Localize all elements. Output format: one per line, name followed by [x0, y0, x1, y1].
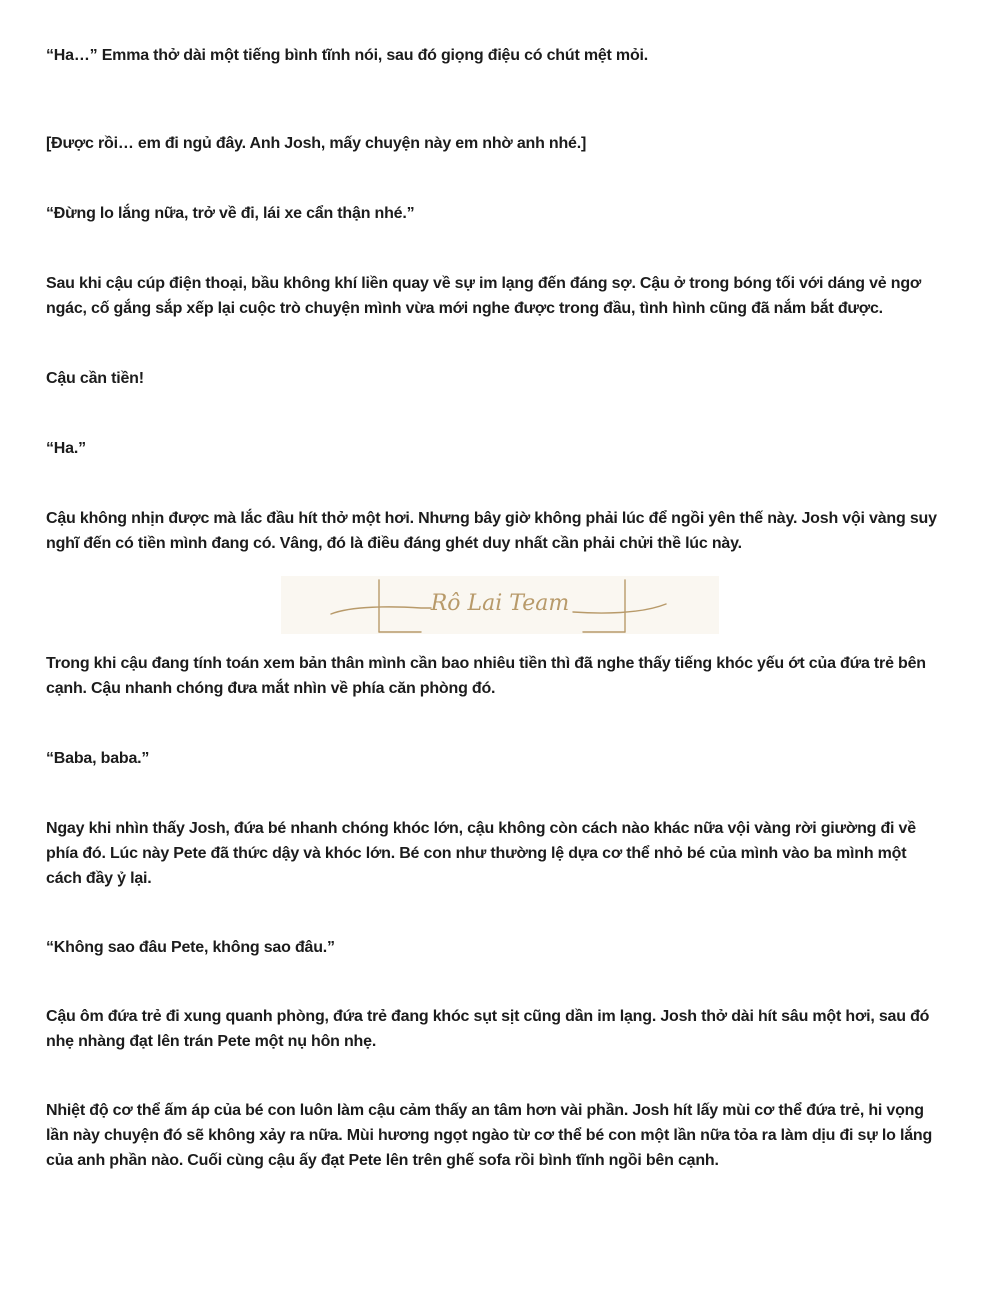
paragraph-3: “Đừng lo lắng nữa, trở về đi, lái xe cẩn thận nhé.” — [46, 205, 415, 222]
paragraph-9: “Baba, baba.” — [46, 750, 150, 767]
paragraph-4: Sau khi cậu cúp điện thoại, bầu không khí liền quay về sự im lạng đến đáng sợ. Cậu ở trong bóng tối với dáng vẻ ngơ ngác, cố gắng sắp xếp lại cuộc trò chuyện mình vừa mới nghe được trong đầu, tình hình cũng đã nắm bắt được. — [46, 275, 922, 317]
watermark-logo-graphic — [281, 576, 719, 634]
paragraph-13: Nhiệt độ cơ thể ấm áp của bé con luôn làm cậu cảm thấy an tâm hơn vài phần. Josh hít lấy mùi cơ thể đứa trẻ, hi vọng lần này chuyện đó sẽ không xảy ra nữa. Mùi hương ngọt ngào từ cơ thể bé con một lần nữa tỏa ra làm dịu đi sự lo lắng của anh phần nào. Cuối cùng cậu ấy đạt Pete lên trên ghế sofa rồi bình tĩnh ngồi bên cạnh. — [46, 1102, 933, 1169]
paragraph-7: Cậu không nhịn được mà lắc đầu hít thở một hơi. Nhưng bây giờ không phải lúc để ngồi yên thế này. Josh vội vàng suy nghĩ đến có tiền mình đang có. Vâng, đó là điều đáng ghét duy nhất cần phải chửi thề lúc này. — [46, 510, 937, 552]
paragraph-12: Cậu ôm đứa trẻ đi xung quanh phòng, đứa trẻ đang khóc sụt sịt cũng dần im lạng. Josh thở dài hít sâu một hơi, sau đó nhẹ nhàng đạt lên trán Pete một nụ hôn nhẹ. — [46, 1008, 930, 1050]
paragraph-1: “Ha…” Emma thở dài một tiếng bình tĩnh nói, sau đó giọng điệu có chút mệt mỏi. — [46, 47, 649, 64]
paragraph-5: Cậu cần tiền! — [46, 370, 144, 387]
paragraph-11: “Không sao đâu Pete, không sao đâu.” — [46, 939, 335, 956]
paragraph-8: Trong khi cậu đang tính toán xem bản thân mình cần bao nhiêu tiền thì đã nghe thấy tiếng khóc yếu ớt của đứa trẻ bên cạnh. Cậu nhanh chóng đưa mắt nhìn về phía căn phòng đó. — [46, 655, 926, 697]
paragraph-10: Ngay khi nhìn thấy Josh, đứa bé nhanh chóng khóc lớn, cậu không còn cách nào khác nữa vội vàng rời giường đi về phía đó. Lúc này Pete đã thức dậy và khóc lớn. Bé con như thường lệ dựa cơ thể nhỏ bé của mình vào ba mình một cách đầy ỷ lại. — [46, 820, 916, 887]
watermark-logo — [281, 576, 719, 634]
watermark-text: Rô Lai Team — [430, 591, 570, 616]
paragraph-2: [Được rồi… em đi ngủ đây. Anh Josh, mấy chuyện này em nhờ anh nhé.] — [46, 135, 587, 152]
paragraph-6: “Ha.” — [46, 440, 86, 457]
